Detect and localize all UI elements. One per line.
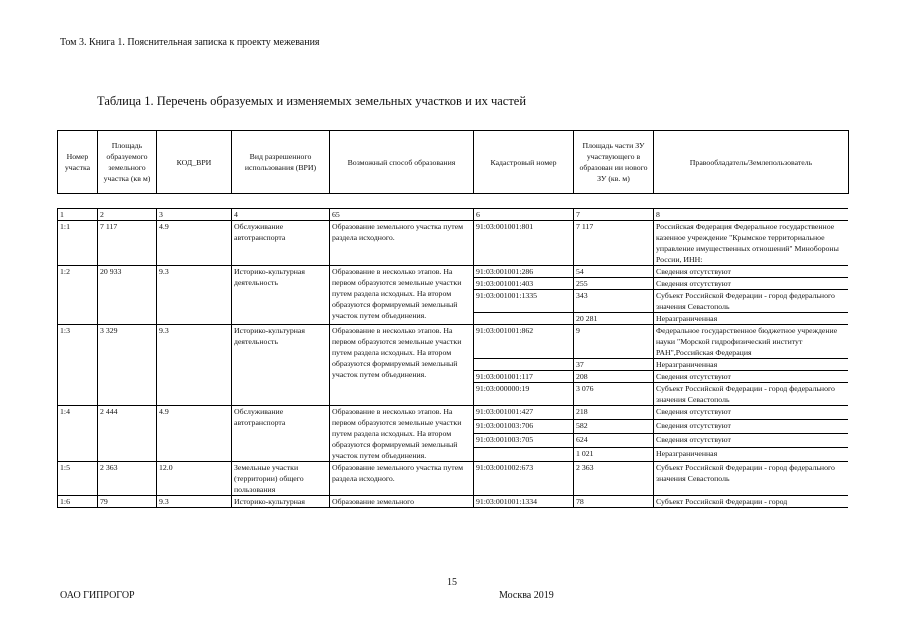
column-header: Площадь части ЗУ участвующего в образован ии нового ЗУ (кв. м) — [574, 131, 654, 194]
cadastral-number: 91:03:001001:1334 — [474, 496, 574, 508]
part-area: 7 117 — [574, 221, 654, 266]
column-number-row — [58, 209, 849, 221]
cadastral-number: 91:03:001002:673 — [474, 462, 574, 496]
owner: Сведения отсутствуют — [654, 420, 849, 434]
table-row — [58, 325, 849, 359]
vri-name: Обслуживание автотранспорта — [232, 221, 330, 266]
page-number: 15 — [447, 577, 457, 588]
parcel-area: 2 363 — [98, 462, 157, 496]
parcel-number: 1:4 — [58, 406, 98, 462]
owner: Неразграниченная — [654, 359, 849, 371]
cadastral-number: 91:03:001001:801 — [474, 221, 574, 266]
column-header: Возможный способ образования — [330, 131, 474, 194]
part-area: 37 — [574, 359, 654, 371]
vri-code: 4.9 — [157, 221, 232, 266]
part-area: 624 — [574, 434, 654, 448]
formation-method: Образование в несколько этапов. На первом образуются земельные участки путем раздела исходных. На втором образуются формируемый земельный участок путем объединения. — [330, 406, 474, 462]
part-area: 343 — [574, 290, 654, 313]
footer-organization: ОАО ГИПРОГОР — [60, 590, 135, 601]
column-number: 1 — [58, 209, 98, 221]
column-header: Номер участка — [58, 131, 98, 194]
formation-method: Образование в несколько этапов. На первом образуются земельные участки путем раздела исходных. На втором образуются формируемый земельный участок путем объединения. — [330, 266, 474, 325]
parcel-number: 1:6 — [58, 496, 98, 508]
parcel-area: 79 — [98, 496, 157, 508]
owner: Субъект Российской Федерации - город федерального значения Севастополь — [654, 290, 849, 313]
table-row — [58, 221, 849, 266]
vri-name: Историко-культурная деятельность — [232, 325, 330, 406]
vri-name: Земельные участки (территории) общего пользования — [232, 462, 330, 496]
column-number: 7 — [574, 209, 654, 221]
owner: Субъект Российской Федерации - город федерального значения Севастополь — [654, 462, 849, 496]
formation-method: Образование земельного участка путем раздела исходного. — [330, 462, 474, 496]
column-header: Правообладатель/Землепользователь — [654, 131, 849, 194]
table-row — [58, 266, 849, 278]
owner: Субъект Российской Федерации - город федерального значения Севастополь — [654, 383, 849, 406]
part-area: 582 — [574, 420, 654, 434]
table-row — [58, 462, 849, 496]
part-area: 218 — [574, 406, 654, 420]
column-header: Площадь образуемого земельного участка (кв м) — [98, 131, 157, 194]
data-table — [57, 208, 848, 508]
part-area: 1 021 — [574, 448, 654, 462]
part-area: 255 — [574, 278, 654, 290]
column-header: Кадастровый номер — [474, 131, 574, 194]
part-area: 20 281 — [574, 313, 654, 325]
owner: Субъект Российской Федерации - город — [654, 496, 849, 508]
formation-method: Образование в несколько этапов. На первом образуются земельные участки путем раздела исходных. На втором образуются формируемый земельный участок путем объединения. — [330, 325, 474, 406]
part-area: 9 — [574, 325, 654, 359]
parcel-area: 3 329 — [98, 325, 157, 406]
vri-code: 4.9 — [157, 406, 232, 462]
owner: Федеральное государственное бюджетное учреждение науки "Морской гидрофизический институт РАН",Российская Федерация — [654, 325, 849, 359]
table-row — [58, 406, 849, 420]
parcel-area: 20 933 — [98, 266, 157, 325]
table-row — [58, 496, 849, 508]
owner: Неразграниченная — [654, 313, 849, 325]
column-header: Вид разрешенного использования (ВРИ) — [232, 131, 330, 194]
parcel-number: 1:3 — [58, 325, 98, 406]
cadastral-number — [474, 359, 574, 371]
cadastral-number: 91:03:001001:862 — [474, 325, 574, 359]
part-area: 54 — [574, 266, 654, 278]
parcel-area: 7 117 — [98, 221, 157, 266]
column-number: 65 — [330, 209, 474, 221]
vri-code: 9.3 — [157, 496, 232, 508]
table-title: Таблица 1. Перечень образуемых и изменяемых земельных участков и их частей — [97, 94, 527, 108]
cadastral-number: 91:03:000000:19 — [474, 383, 574, 406]
column-number: 4 — [232, 209, 330, 221]
table-header — [57, 130, 849, 194]
table-body — [57, 208, 848, 567]
cadastral-number: 91:03:001001:403 — [474, 278, 574, 290]
parcel-number: 1:2 — [58, 266, 98, 325]
cadastral-number — [474, 313, 574, 325]
part-area: 208 — [574, 371, 654, 383]
vri-name: Историко-культурная — [232, 496, 330, 508]
owner: Сведения отсутствуют — [654, 406, 849, 420]
vri-code: 12.0 — [157, 462, 232, 496]
cadastral-number: 91:03:001001:427 — [474, 406, 574, 420]
cadastral-number: 91:03:001003:706 — [474, 420, 574, 434]
footer-city-year: Москва 2019 — [499, 590, 554, 601]
part-area: 3 076 — [574, 383, 654, 406]
column-number: 8 — [654, 209, 849, 221]
owner: Сведения отсутствуют — [654, 278, 849, 290]
parcel-number: 1:1 — [58, 221, 98, 266]
owner: Сведения отсутствуют — [654, 371, 849, 383]
column-number: 6 — [474, 209, 574, 221]
cadastral-number: 91:03:001001:1335 — [474, 290, 574, 313]
part-area: 2 363 — [574, 462, 654, 496]
formation-method: Образование земельного — [330, 496, 474, 508]
vri-code: 9.3 — [157, 325, 232, 406]
owner: Сведения отсутствуют — [654, 266, 849, 278]
vri-code: 9.3 — [157, 266, 232, 325]
cadastral-number: 91:03:001003:705 — [474, 434, 574, 448]
vri-name: Обслуживание автотранспорта — [232, 406, 330, 462]
column-number: 3 — [157, 209, 232, 221]
cadastral-number: 91:03:001001:286 — [474, 266, 574, 278]
vri-name: Историко-культурная деятельность — [232, 266, 330, 325]
running-header: Том 3. Книга 1. Пояснительная записка к проекту межевания — [60, 37, 320, 48]
column-header: КОД_ВРИ — [157, 131, 232, 194]
cadastral-number: 91:03:001001:117 — [474, 371, 574, 383]
parcel-area: 2 444 — [98, 406, 157, 462]
formation-method: Образование земельного участка путем раздела исходного. — [330, 221, 474, 266]
owner: Неразграниченная — [654, 448, 849, 462]
part-area: 78 — [574, 496, 654, 508]
owner: Российская Федерация Федеральное государственное казенное учреждение "Крымское территориальное управление имущественных отношений" Минобороны России, ИНН: — [654, 221, 849, 266]
parcel-number: 1:5 — [58, 462, 98, 496]
owner: Сведения отсутствуют — [654, 434, 849, 448]
column-number: 2 — [98, 209, 157, 221]
cadastral-number — [474, 448, 574, 462]
